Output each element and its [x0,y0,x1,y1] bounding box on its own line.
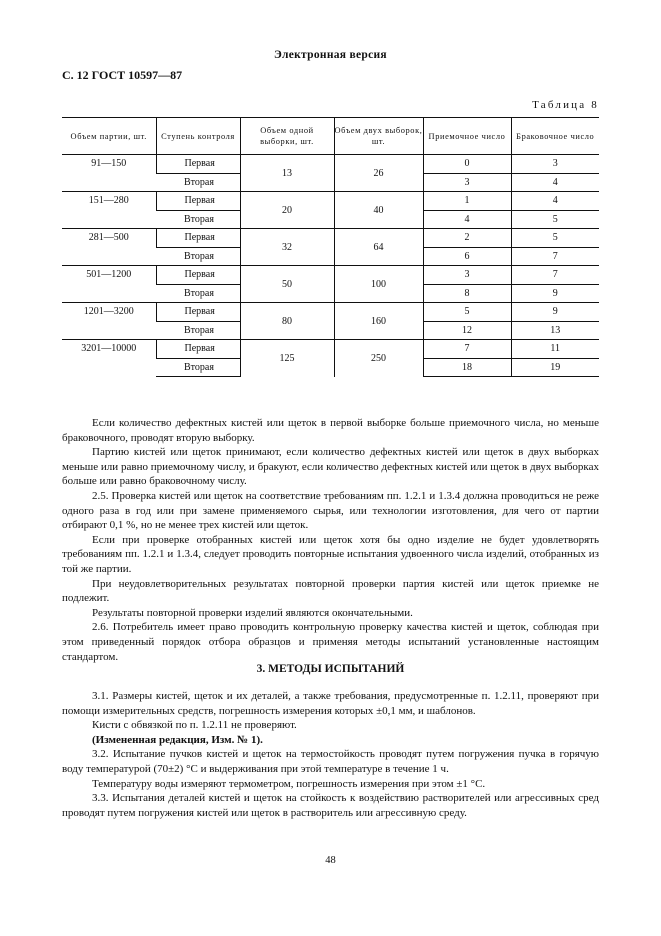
rejection-number-cell: 11 [511,340,599,359]
control-stage-cell: Первая [156,340,240,359]
rejection-number-cell: 4 [511,173,599,192]
table-label: Таблица 8 [532,99,599,111]
two-sample-cell: 160 [334,303,423,340]
acceptance-number-cell: 8 [423,284,511,303]
lot-size-cell: 1201—3200 [62,303,156,340]
rejection-number-cell: 4 [511,192,599,211]
col-header: Объем одной выборки, шт. [240,118,334,155]
table-row [62,192,599,211]
section-title: 3. МЕТОДЫ ИСПЫТАНИЙ [256,663,405,675]
control-stage-cell: Вторая [156,247,240,266]
body-text [62,416,599,664]
edition-note: (Измененная редакция, Изм. № 1). [92,733,263,746]
acceptance-number-cell: 18 [423,358,511,377]
paragraph: Кисти с обвязкой по п. 1.2.11 не проверяют. [92,719,297,732]
rejection-number-cell: 19 [511,358,599,377]
paragraph: Партию кистей или щеток принимают, если количество дефектных кистей или щеток в двух выборках меньше или равно приемочному числу, и бракуют, если количество дефектных кистей или щеток в двух выборках больше или равно браковочному числу. [62,446,599,488]
rejection-number-cell: 3 [511,155,599,174]
one-sample-cell: 125 [240,340,334,377]
lot-size-cell: 151—280 [62,192,156,229]
acceptance-number-cell: 4 [423,210,511,229]
control-stage-cell: Первая [156,229,240,248]
rejection-number-cell: 9 [511,284,599,303]
control-stage-cell: Первая [156,155,240,174]
acceptance-number-cell: 3 [423,266,511,285]
acceptance-number-cell: 6 [423,247,511,266]
section-text [62,689,599,820]
two-sample-cell: 64 [334,229,423,266]
one-sample-cell: 32 [240,229,334,266]
lot-size-cell: 281—500 [62,229,156,266]
rejection-number-cell: 5 [511,210,599,229]
lot-size-cell: 501—1200 [62,266,156,303]
one-sample-cell: 13 [240,155,334,192]
paragraph: 2.5. Проверка кистей или щеток на соответствие требованиям пп. 1.2.1 и 1.3.4 должна проводиться не реже одного раза в год или при замене применяемого сырья, или технологии изготовления, для чего от партии отбирают 0,1 %, но не менее трех кистей или щеток. [62,489,599,532]
paragraph: 3.1. Размеры кистей, щеток и их деталей, а также требования, предусмотренные п. 1.2.11, проверяют при помощи измерительных средств, погрешность измерения которых ±0,1 мм, и шаблонов. [62,690,599,717]
control-stage-cell: Вторая [156,173,240,192]
rejection-number-cell: 9 [511,303,599,322]
paragraph: 3.3. Испытания деталей кистей и щеток на стойкость к воздействию растворителей или агрессивных сред проводят путем погружения кистей или щеток в растворитель или агрессивную среду. [62,792,599,819]
one-sample-cell: 20 [240,192,334,229]
lot-size-cell: 91—150 [62,155,156,192]
electronic-version-label: Электронная версия [274,49,387,61]
col-header: Объем партии, шт. [62,118,156,155]
paragraph: При неудовлетворительных результатах повторной проверки партия кистей или щеток приемке не подлежит. [62,577,599,605]
control-stage-cell: Первая [156,266,240,285]
paragraph: 2.6. Потребитель имеет право проводить контрольную проверку качества кистей и щеток, соблюдая при этом приведенный порядок отбора образцов и применяя методы испытаний установленные настоящим стандартом. [62,621,599,663]
page-header: С. 12 ГОСТ 10597—87 [62,68,183,82]
acceptance-number-cell: 5 [423,303,511,322]
col-header: Приемочное число [423,118,511,155]
two-sample-cell: 40 [334,192,423,229]
control-stage-cell: Первая [156,303,240,322]
table-row [62,266,599,285]
paragraph: Результаты повторной проверки изделий являются окончательными. [92,606,413,619]
acceptance-number-cell: 12 [423,321,511,340]
col-header: Объем двух выборок, шт. [334,118,423,155]
acceptance-number-cell: 0 [423,155,511,174]
two-sample-cell: 26 [334,155,423,192]
acceptance-number-cell: 7 [423,340,511,359]
two-sample-cell: 250 [334,340,423,377]
acceptance-number-cell: 1 [423,192,511,211]
table-row [62,155,599,174]
paragraph: Если количество дефектных кистей или щеток в первой выборке больше приемочного числа, но меньше браковочного, проводят вторую выборку. [62,417,599,444]
table-header-row [62,118,599,155]
table-row [62,340,599,359]
rejection-number-cell: 5 [511,229,599,248]
paragraph: Если при проверке отобранных кистей или щеток хотя бы одно изделие не будет удовлетворять требованиям пп. 1.2.1 и 1.3.4, следует проводить повторные испытания удвоенного числа изделий, отобранных из той же партии. [62,533,599,575]
rejection-number-cell: 13 [511,321,599,340]
rejection-number-cell: 7 [511,266,599,285]
one-sample-cell: 50 [240,266,334,303]
col-header: Ступень контроля [156,118,240,155]
control-stage-cell: Вторая [156,210,240,229]
rejection-number-cell: 7 [511,247,599,266]
page-number: 48 [325,855,336,866]
control-stage-cell: Вторая [156,321,240,340]
two-sample-cell: 100 [334,266,423,303]
control-stage-cell: Вторая [156,284,240,303]
table-row [62,229,599,248]
table-row [62,303,599,322]
acceptance-number-cell: 2 [423,229,511,248]
control-stage-cell: Первая [156,192,240,211]
sampling-table [62,117,599,377]
paragraph: Температуру воды измеряют термометром, погрешность измерения при этом ±1 °С. [92,777,486,790]
paragraph: 3.2. Испытание пучков кистей и щеток на термостойкость проводят путем погружения пучка в горячую воду температурой (70±2) °С и выдерживания при этой температуре в течение 1 ч. [62,748,599,775]
one-sample-cell: 80 [240,303,334,340]
control-stage-cell: Вторая [156,358,240,377]
lot-size-cell: 3201—10000 [62,340,156,377]
col-header: Браковочное число [511,118,599,155]
acceptance-number-cell: 3 [423,173,511,192]
